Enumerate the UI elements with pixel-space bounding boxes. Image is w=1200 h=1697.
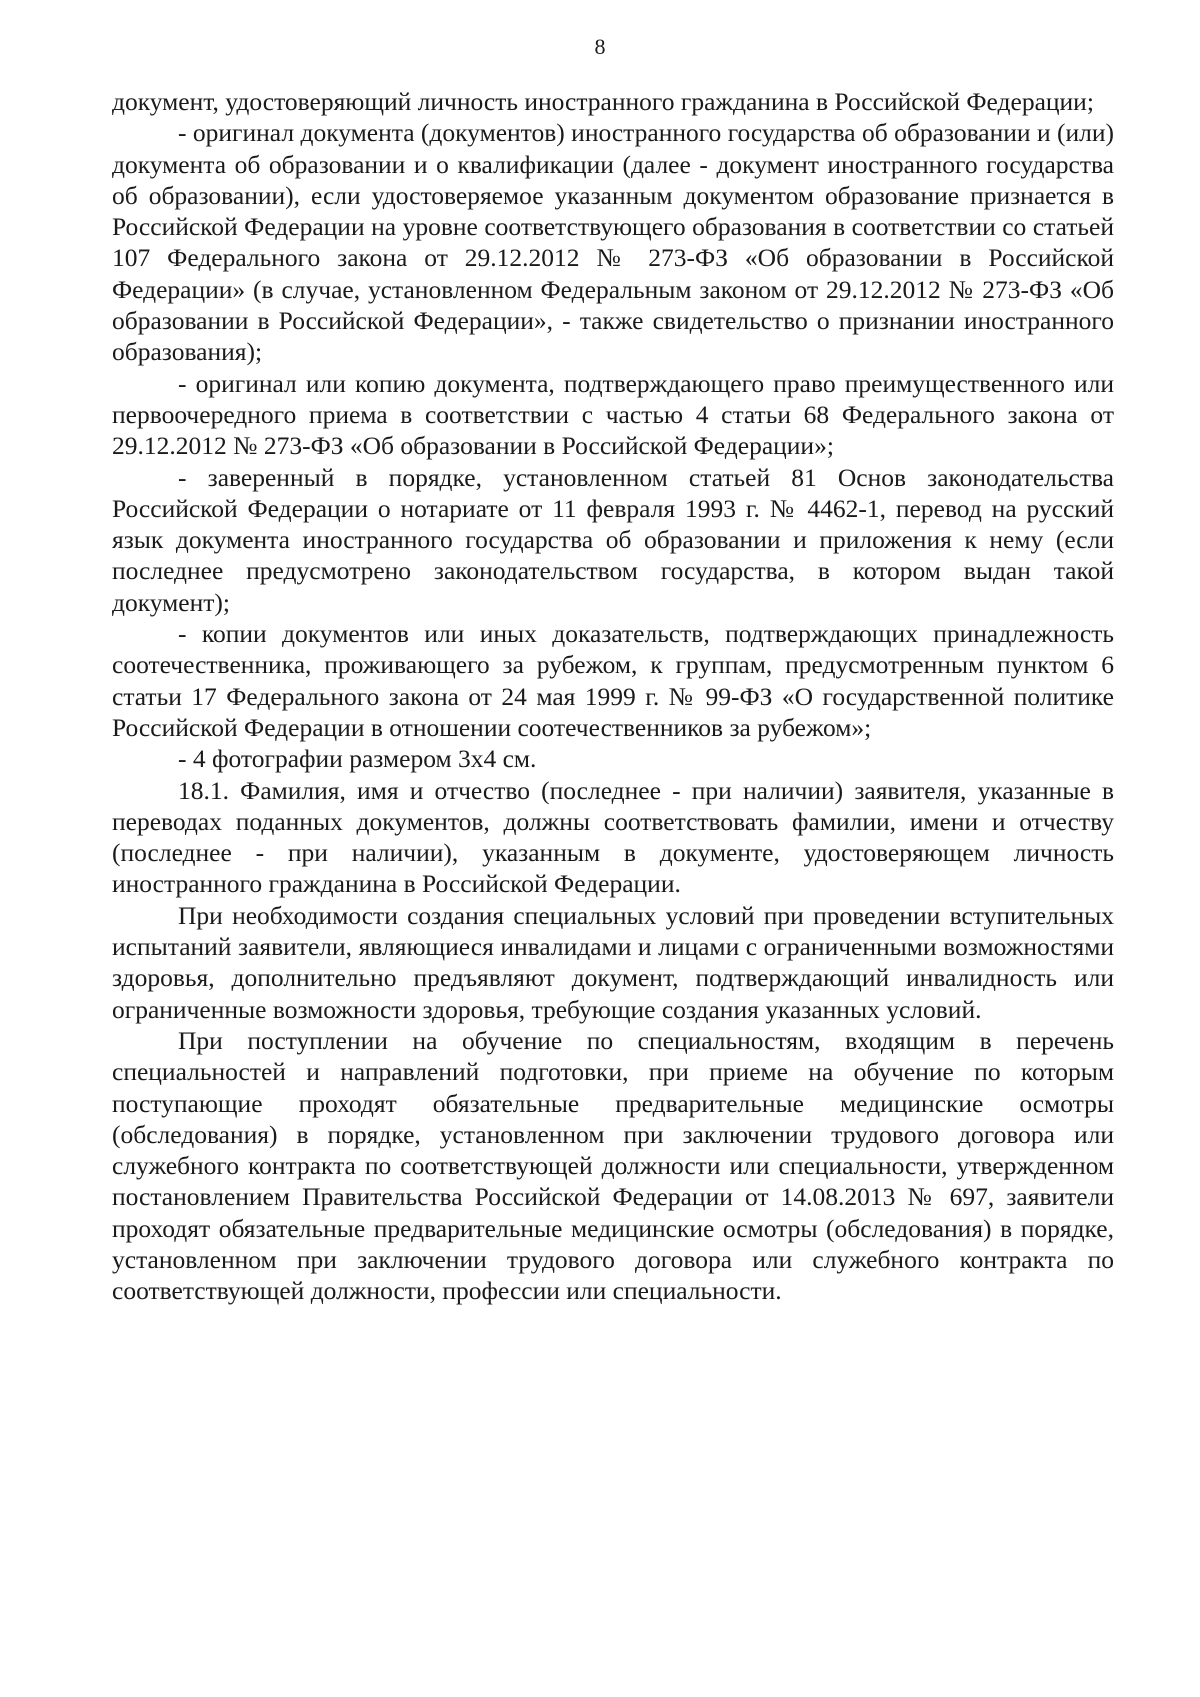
paragraph-continuation: документ, удостоверяющий личность иностранного гражданина в Российской Федерации; <box>112 87 1094 116</box>
paragraph-clause-18-1: 18.1. Фамилия, имя и отчество (последнее - при наличии) заявителя, указанные в переводах поданных документов, должны соответствовать фамилии, имени и отчеству (последнее - при наличии), указанным в документе, удостоверяющем личность иностранного гражданина в Российской Федерации. <box>112 775 1114 899</box>
paragraph-priority-right: - оригинал или копию документа, подтверждающего право преимущественного или первоочередного приема в соответствии с частью 4 статьи 68 Федерального закона от 29.12.2012 № 273-ФЗ «Об образовании в Российской Федерации»; <box>112 368 1114 461</box>
paragraph-education-document: - оригинал документа (документов) иностранного государства об образовании и (или) документа об образовании и о квалификации (далее - документ иностранного государства об образовании), если удостоверяемое указанным документом образование признается в Российской Федерации на уровне соответствующего образования в соответствии со статьей 107 Федерального закона от 29.12.2012 № 273-ФЗ «Об образовании в Российской Федерации» (в случае, установленном Федеральным законом от 29.12.2012 № 273-ФЗ «Об образовании в Российской Федерации», - также свидетельство о признании иностранного образования); <box>112 118 1114 367</box>
paragraph-compatriot: - копии документов или иных доказательств, подтверждающих принадлежность соотечественника, проживающего за рубежом, к группам, предусмотренным пунктом 6 статьи 17 Федерального закона от 24 мая 1999 г. № 99-ФЗ «О государственной политике Российской Федерации в отношении соотечественников за рубежом»; <box>112 619 1114 742</box>
paragraph-medical-exams: При поступлении на обучение по специальностям, входящим в перечень специальностей и направлений подготовки, при приеме на обучение по которым поступающие проходят обязательные предварительные медицинские осмотры (обследования) в порядке, установленном при заключении трудового договора или служебного контракта по соответствующей должности или специальности, утвержденном постановлением Правительства Российской Федерации от 14.08.2013 № 697, заявители проходят обязательные предварительные медицинские осмотры (обследования) в порядке, установленном при заключении трудового договора или служебного контракта по соответствующей должности, профессии или специальности. <box>112 1025 1114 1306</box>
paragraph-translation: - заверенный в порядке, установленном статьей 81 Основ законодательства Российской Федерации о нотариате от 11 февраля 1993 г. № 4462-1, перевод на русский язык документа иностранного государства об образовании и приложения к нему (если последнее предусмотрено законодательством государства, в котором выдан такой документ); <box>112 462 1114 617</box>
paragraph-photos: - 4 фотографии размером 3х4 см. <box>178 744 537 774</box>
paragraph-special-conditions: При необходимости создания специальных условий при проведении вступительных испытаний заявители, являющиеся инвалидами и лицами с ограниченными возможностями здоровья, дополнительно предъявляют документ, подтверждающий инвалидность или ограниченные возможности здоровья, требующие создания указанных условий. <box>112 900 1114 1024</box>
document-body <box>112 86 1114 1307</box>
page-number: 8 <box>594 34 606 59</box>
